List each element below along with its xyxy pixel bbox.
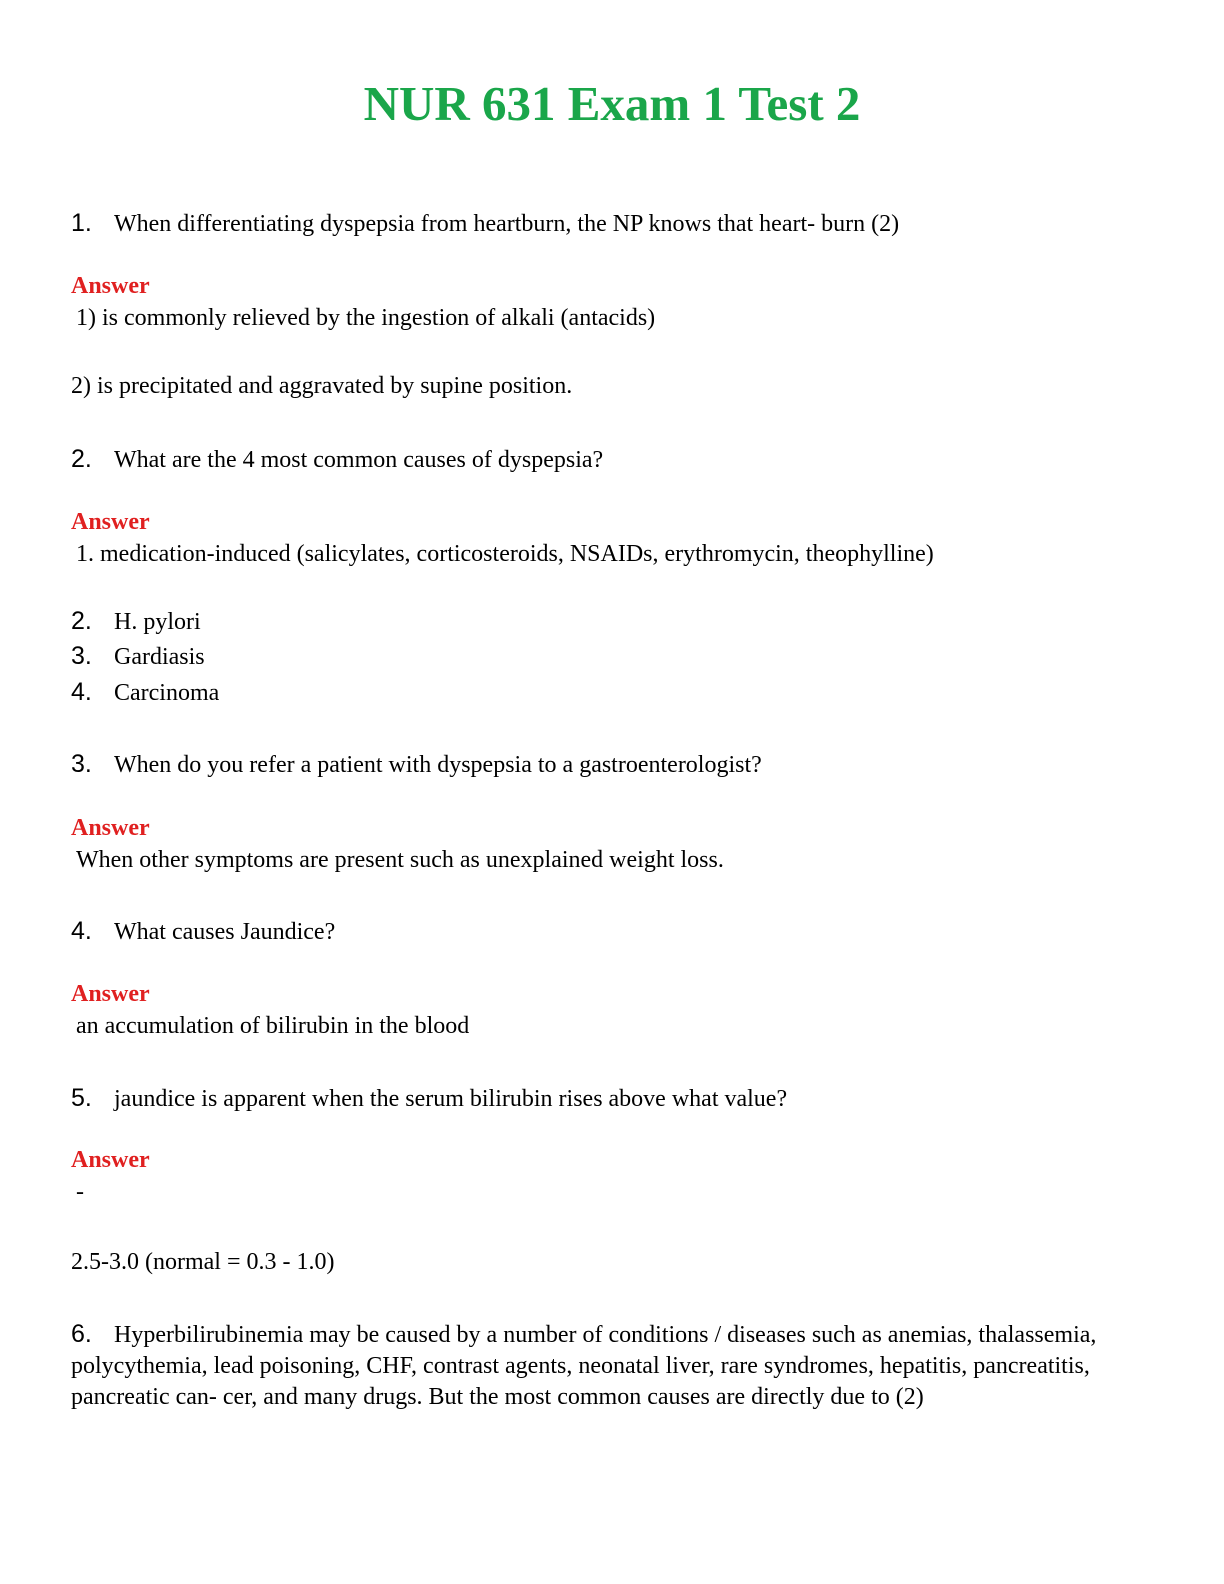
question-text: What causes Jaundice? (114, 919, 336, 945)
question-text: jaundice is apparent when the serum bilirubin rises above what value? (114, 1086, 788, 1112)
list-number: 4. (71, 678, 92, 706)
question-number: 1. (71, 209, 92, 237)
answer-list-item (71, 641, 205, 672)
question-6 (71, 1319, 1151, 1413)
question-2 (71, 444, 603, 475)
question-text: When differentiating dyspepsia from heartburn, the NP knows that heart- burn (2) (114, 211, 900, 237)
list-text: Gardiasis (114, 644, 205, 670)
question-number: 3. (71, 750, 92, 778)
answer-label: Answer (71, 815, 150, 841)
answer-label: Answer (71, 1147, 150, 1173)
answer-label: Answer (71, 981, 150, 1007)
question-number: 6. (71, 1320, 92, 1348)
page-title: NUR 631 Exam 1 Test 2 (363, 76, 861, 131)
answer-line: 2) is precipitated and aggravated by supine position. (71, 373, 573, 399)
list-text: H. pylori (114, 609, 201, 635)
question-number: 5. (71, 1084, 92, 1112)
question-text: What are the 4 most common causes of dyspepsia? (114, 447, 604, 473)
list-text: Carcinoma (114, 680, 220, 706)
answer-label: Answer (71, 273, 150, 299)
answer-list-item (71, 606, 201, 637)
list-number: 2. (71, 607, 92, 635)
question-5 (71, 1083, 787, 1114)
question-text: Hyperbilirubinemia may be caused by a number of conditions / diseases such as anemias, thalassemia, polycythemia, lead poisoning, CHF, contrast agents, neonatal liver, rare syndromes, hepatitis, pancreatitis, pancreatic can- cer, and many drugs. But the most common causes are directly due to (2) (71, 1322, 1097, 1410)
answer-line: 1) is commonly relieved by the ingestion of alkali (antacids) (76, 305, 656, 331)
answer-label: Answer (71, 509, 150, 535)
answer-line: an accumulation of bilirubin in the blood (76, 1013, 470, 1039)
question-text: When do you refer a patient with dyspepsia to a gastroenterologist? (114, 752, 762, 778)
answer-line: When other symptoms are present such as unexplained weight loss. (76, 847, 724, 873)
answer-line: - (76, 1179, 84, 1205)
question-number: 4. (71, 917, 92, 945)
answer-line: 2.5-3.0 (normal = 0.3 - 1.0) (71, 1249, 335, 1275)
question-4 (71, 916, 335, 947)
question-1 (71, 208, 899, 239)
list-number: 3. (71, 642, 92, 670)
answer-list-item (71, 677, 219, 708)
answer-line: 1. medication-induced (salicylates, corticosteroids, NSAIDs, erythromycin, theophylline) (76, 541, 934, 567)
question-number: 2. (71, 445, 92, 473)
question-3 (71, 749, 762, 780)
